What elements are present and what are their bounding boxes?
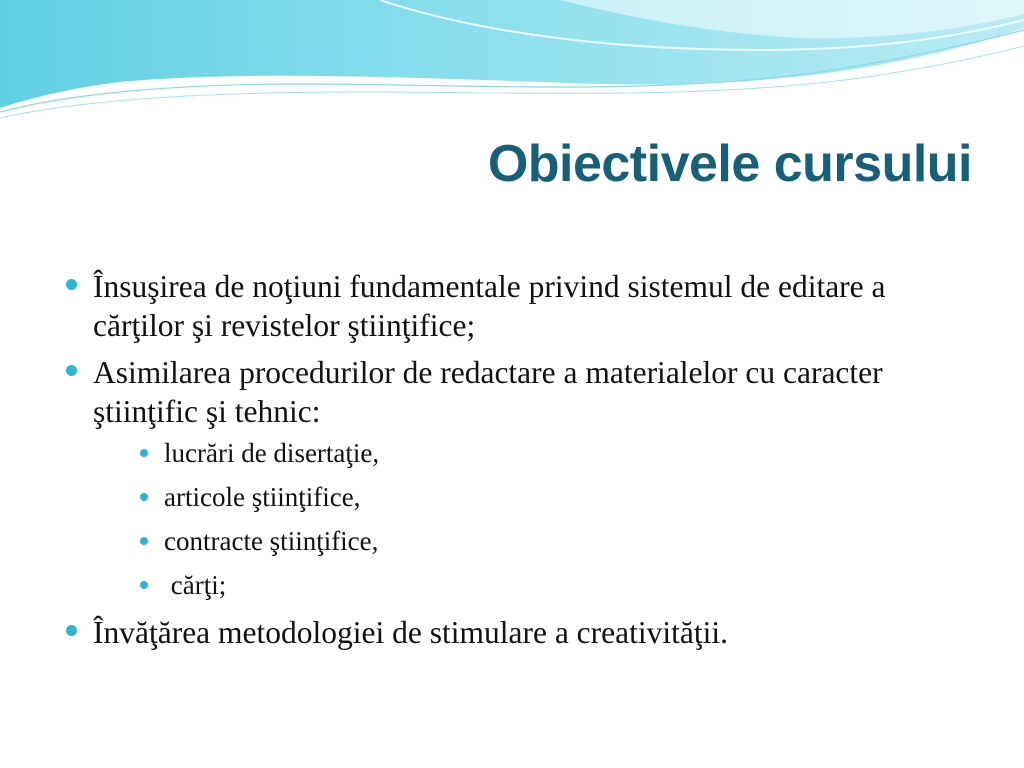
slide-title: Obiectivele cursului — [487, 135, 972, 193]
bullet-item — [62, 354, 982, 600]
sub-bullet-text: contracte ştiinţifice, — [164, 526, 379, 556]
sub-bullet-item — [93, 570, 982, 600]
sub-bullet-item — [93, 482, 982, 512]
sub-bullet-item — [93, 438, 982, 468]
sub-bullet-dot-icon — [140, 449, 148, 457]
sub-bullet-dot-icon — [140, 537, 148, 545]
bullet-text: Însuşirea de noţiuni fundamentale privind sistemul de editare a cărţilor şi revistelor ştiinţifice; — [93, 269, 886, 343]
bullet-dot-icon — [66, 279, 77, 290]
bullet-list — [62, 268, 982, 662]
sub-bullet-dot-icon — [140, 493, 148, 501]
bullet-dot-icon — [66, 625, 77, 636]
sub-bullet-dot-icon — [140, 581, 148, 589]
bullet-text: Asimilarea procedurilor de redactare a materialelor cu caracter ştiinţific şi tehnic: — [93, 355, 883, 429]
sub-bullet-list — [93, 438, 982, 600]
sub-bullet-text: lucrări de disertaţie, — [164, 438, 380, 468]
bullet-dot-icon — [66, 365, 77, 376]
sub-bullet-text: cărţi; — [164, 570, 227, 600]
header-wave-decoration — [0, 0, 1024, 125]
bullet-item — [62, 268, 982, 345]
sub-bullet-text: articole ştiinţifice, — [164, 482, 361, 512]
sub-bullet-item — [93, 526, 982, 556]
bullet-text: Învăţărea metodologiei de stimulare a creativităţii. — [93, 615, 728, 650]
bullet-item — [62, 614, 982, 653]
